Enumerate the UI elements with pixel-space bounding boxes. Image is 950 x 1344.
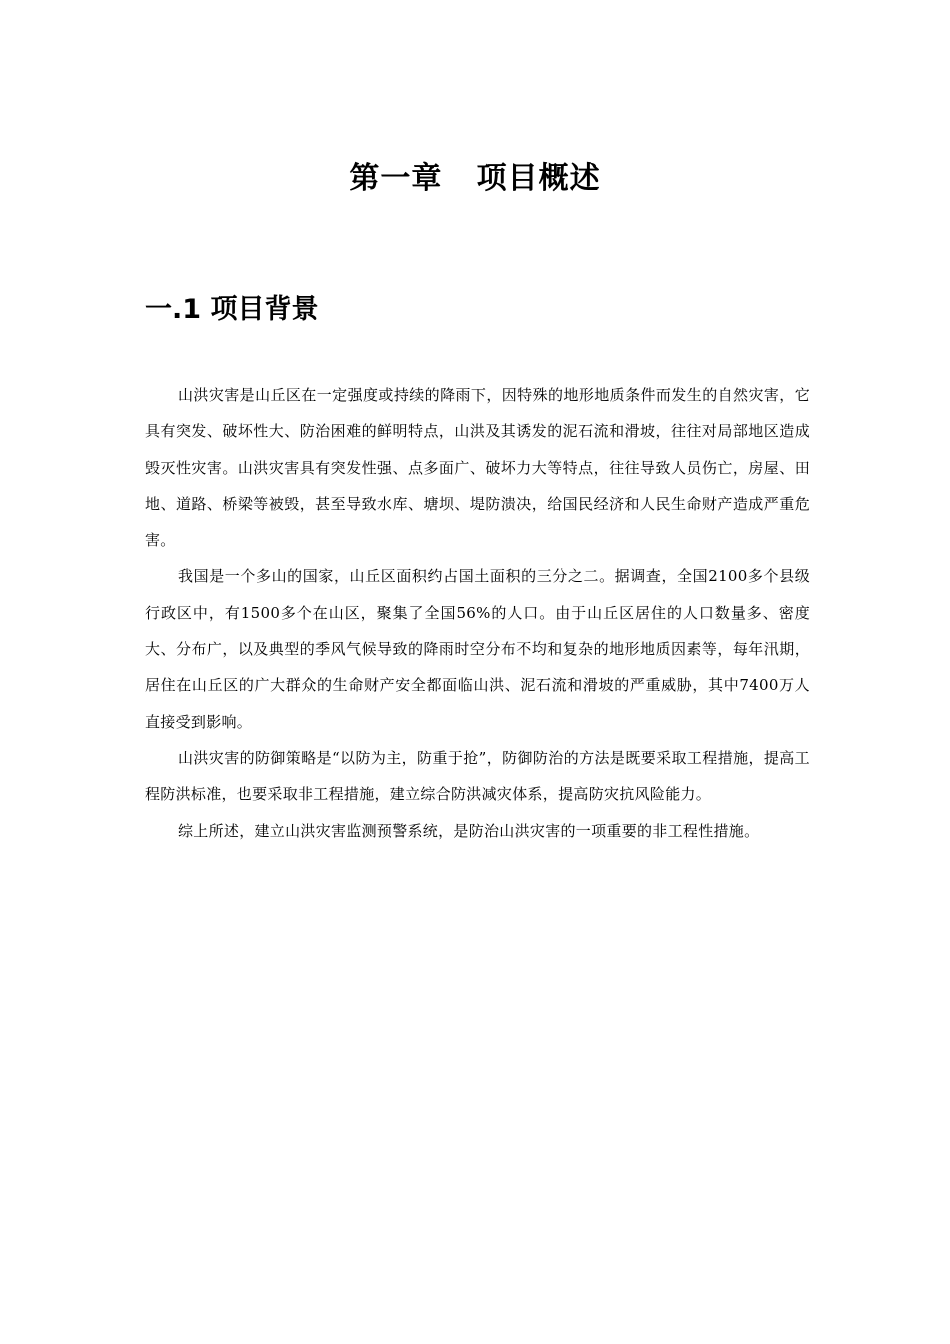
paragraph: 我国是一个多山的国家，山丘区面积约占国土面积的三分之二。据调查，全国2100多个县级行政区中，有1500多个在山区，聚集了全国56%的人口。由于山丘区居住的人口数量多、密度大、分布广，以及典型的季风气候导致的降雨时空分布不均和复杂的地形地质因素等，每年汛期，居住在山丘区的广大群众的生命财产安全都面临山洪、泥石流和滑坡的严重威胁，其中7400万人直接受到影响。 <box>145 567 810 731</box>
paragraph: 山洪灾害是山丘区在一定强度或持续的降雨下，因特殊的地形地质条件而发生的自然灾害，它具有突发、破坏性大、防治困难的鲜明特点，山洪及其诱发的泥石流和滑坡，往往对局部地区造成毁灭性灾害。山洪灾害具有突发性强、点多面广、破坏力大等特点，往往导致人员伤亡，房屋、田地、道路、桥梁等被毁，甚至导致水库、塘坝、堤防溃决，给国民经济和人民生命财产造成严重危害。 <box>145 386 810 550</box>
paragraph: 山洪灾害的防御策略是“以防为主，防重于抢”，防御防治的方法是既要采取工程措施，提高工程防洪标准，也要采取非工程措施，建立综合防洪减灾体系，提高防灾抗风险能力。 <box>145 748 810 804</box>
section-title: 一.1 项目背景 <box>145 294 319 325</box>
chapter-title: 第一章 项目概述 <box>349 161 601 196</box>
body-text <box>145 377 810 849</box>
paragraph: 综上所述，建立山洪灾害监测预警系统，是防治山洪灾害的一项重要的非工程性措施。 <box>178 821 760 840</box>
